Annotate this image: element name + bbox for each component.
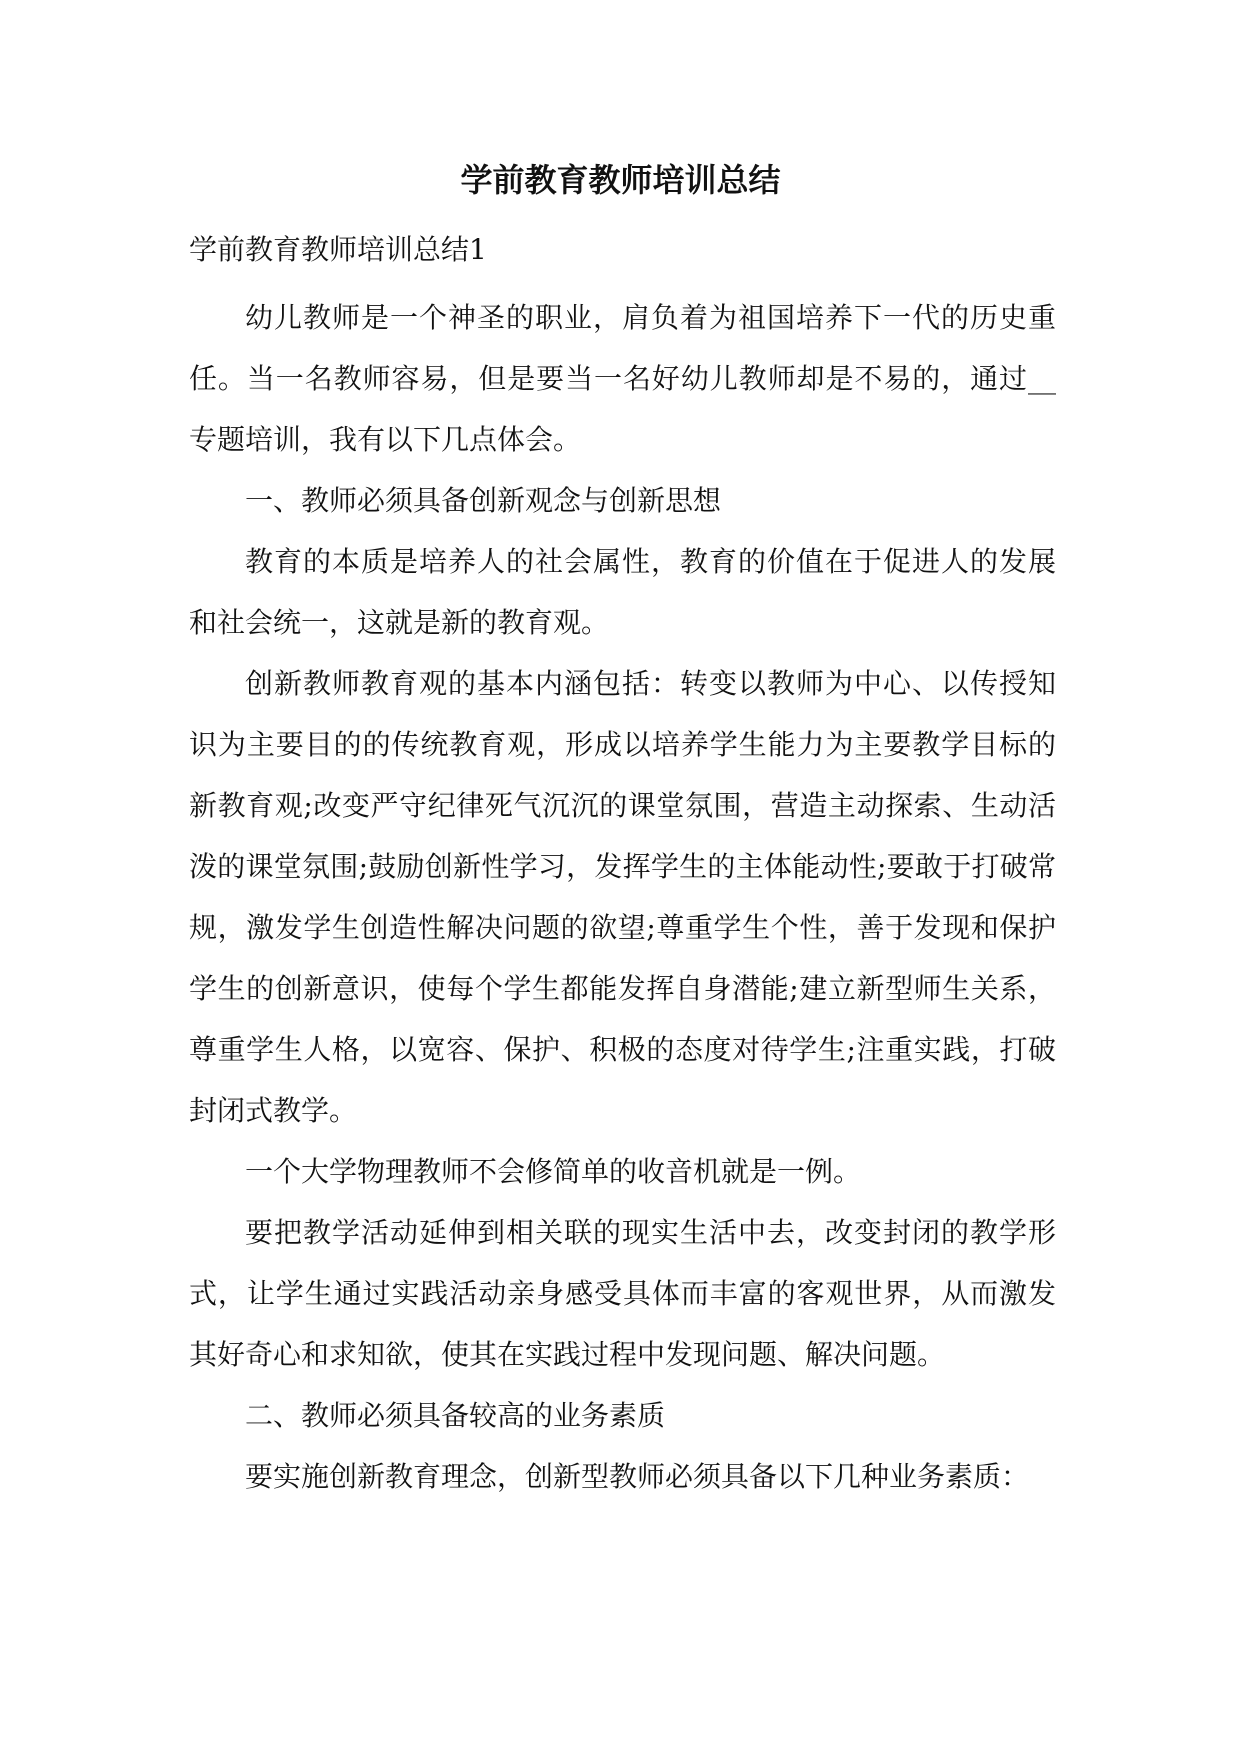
document-body bbox=[189, 287, 1056, 1507]
paragraph: 教育的本质是培养人的社会属性，教育的价值在于促进人的发展和社会统一，这就是新的教育观。 bbox=[189, 545, 1056, 639]
section-heading: 一、教师必须具备创新观念与创新思想 bbox=[245, 484, 722, 517]
paragraph: 要实施创新教育理念，创新型教师必须具备以下几种业务素质： bbox=[245, 1460, 1030, 1493]
paragraph: 幼儿教师是一个神圣的职业，肩负着为祖国培养下一代的历史重任。当一名教师容易，但是要当一名好幼儿教师却是不易的，通过__专题培训，我有以下几点体会。 bbox=[189, 301, 1056, 456]
section-heading: 二、教师必须具备较高的业务素质 bbox=[245, 1399, 666, 1432]
document-title: 学前教育教师培训总结 bbox=[460, 161, 781, 199]
paragraph: 要把教学活动延伸到相关联的现实生活中去，改变封闭的教学形式，让学生通过实践活动亲身感受具体而丰富的客观世界，从而激发其好奇心和求知欲，使其在实践过程中发现问题、解决问题。 bbox=[189, 1216, 1056, 1371]
paragraph: 一个大学物理教师不会修简单的收音机就是一例。 bbox=[245, 1155, 862, 1188]
document-subtitle: 学前教育教师培训总结1 bbox=[189, 233, 487, 266]
paragraph: 创新教师教育观的基本内涵包括：转变以教师为中心、以传授知识为主要目的的传统教育观，形成以培养学生能力为主要教学目标的新教育观;改变严守纪律死气沉沉的课堂氛围，营造主动探索、生动活泼的课堂氛围;鼓励创新性学习，发挥学生的主体能动性;要敢于打破常规，激发学生创造性解决问题的欲望;尊重学生个性，善于发现和保护学生的创新意识，使每个学生都能发挥自身潜能;建立新型师生关系，尊重学生人格，以宽容、保护、积极的态度对待学生;注重实践，打破封闭式教学。 bbox=[189, 667, 1056, 1127]
